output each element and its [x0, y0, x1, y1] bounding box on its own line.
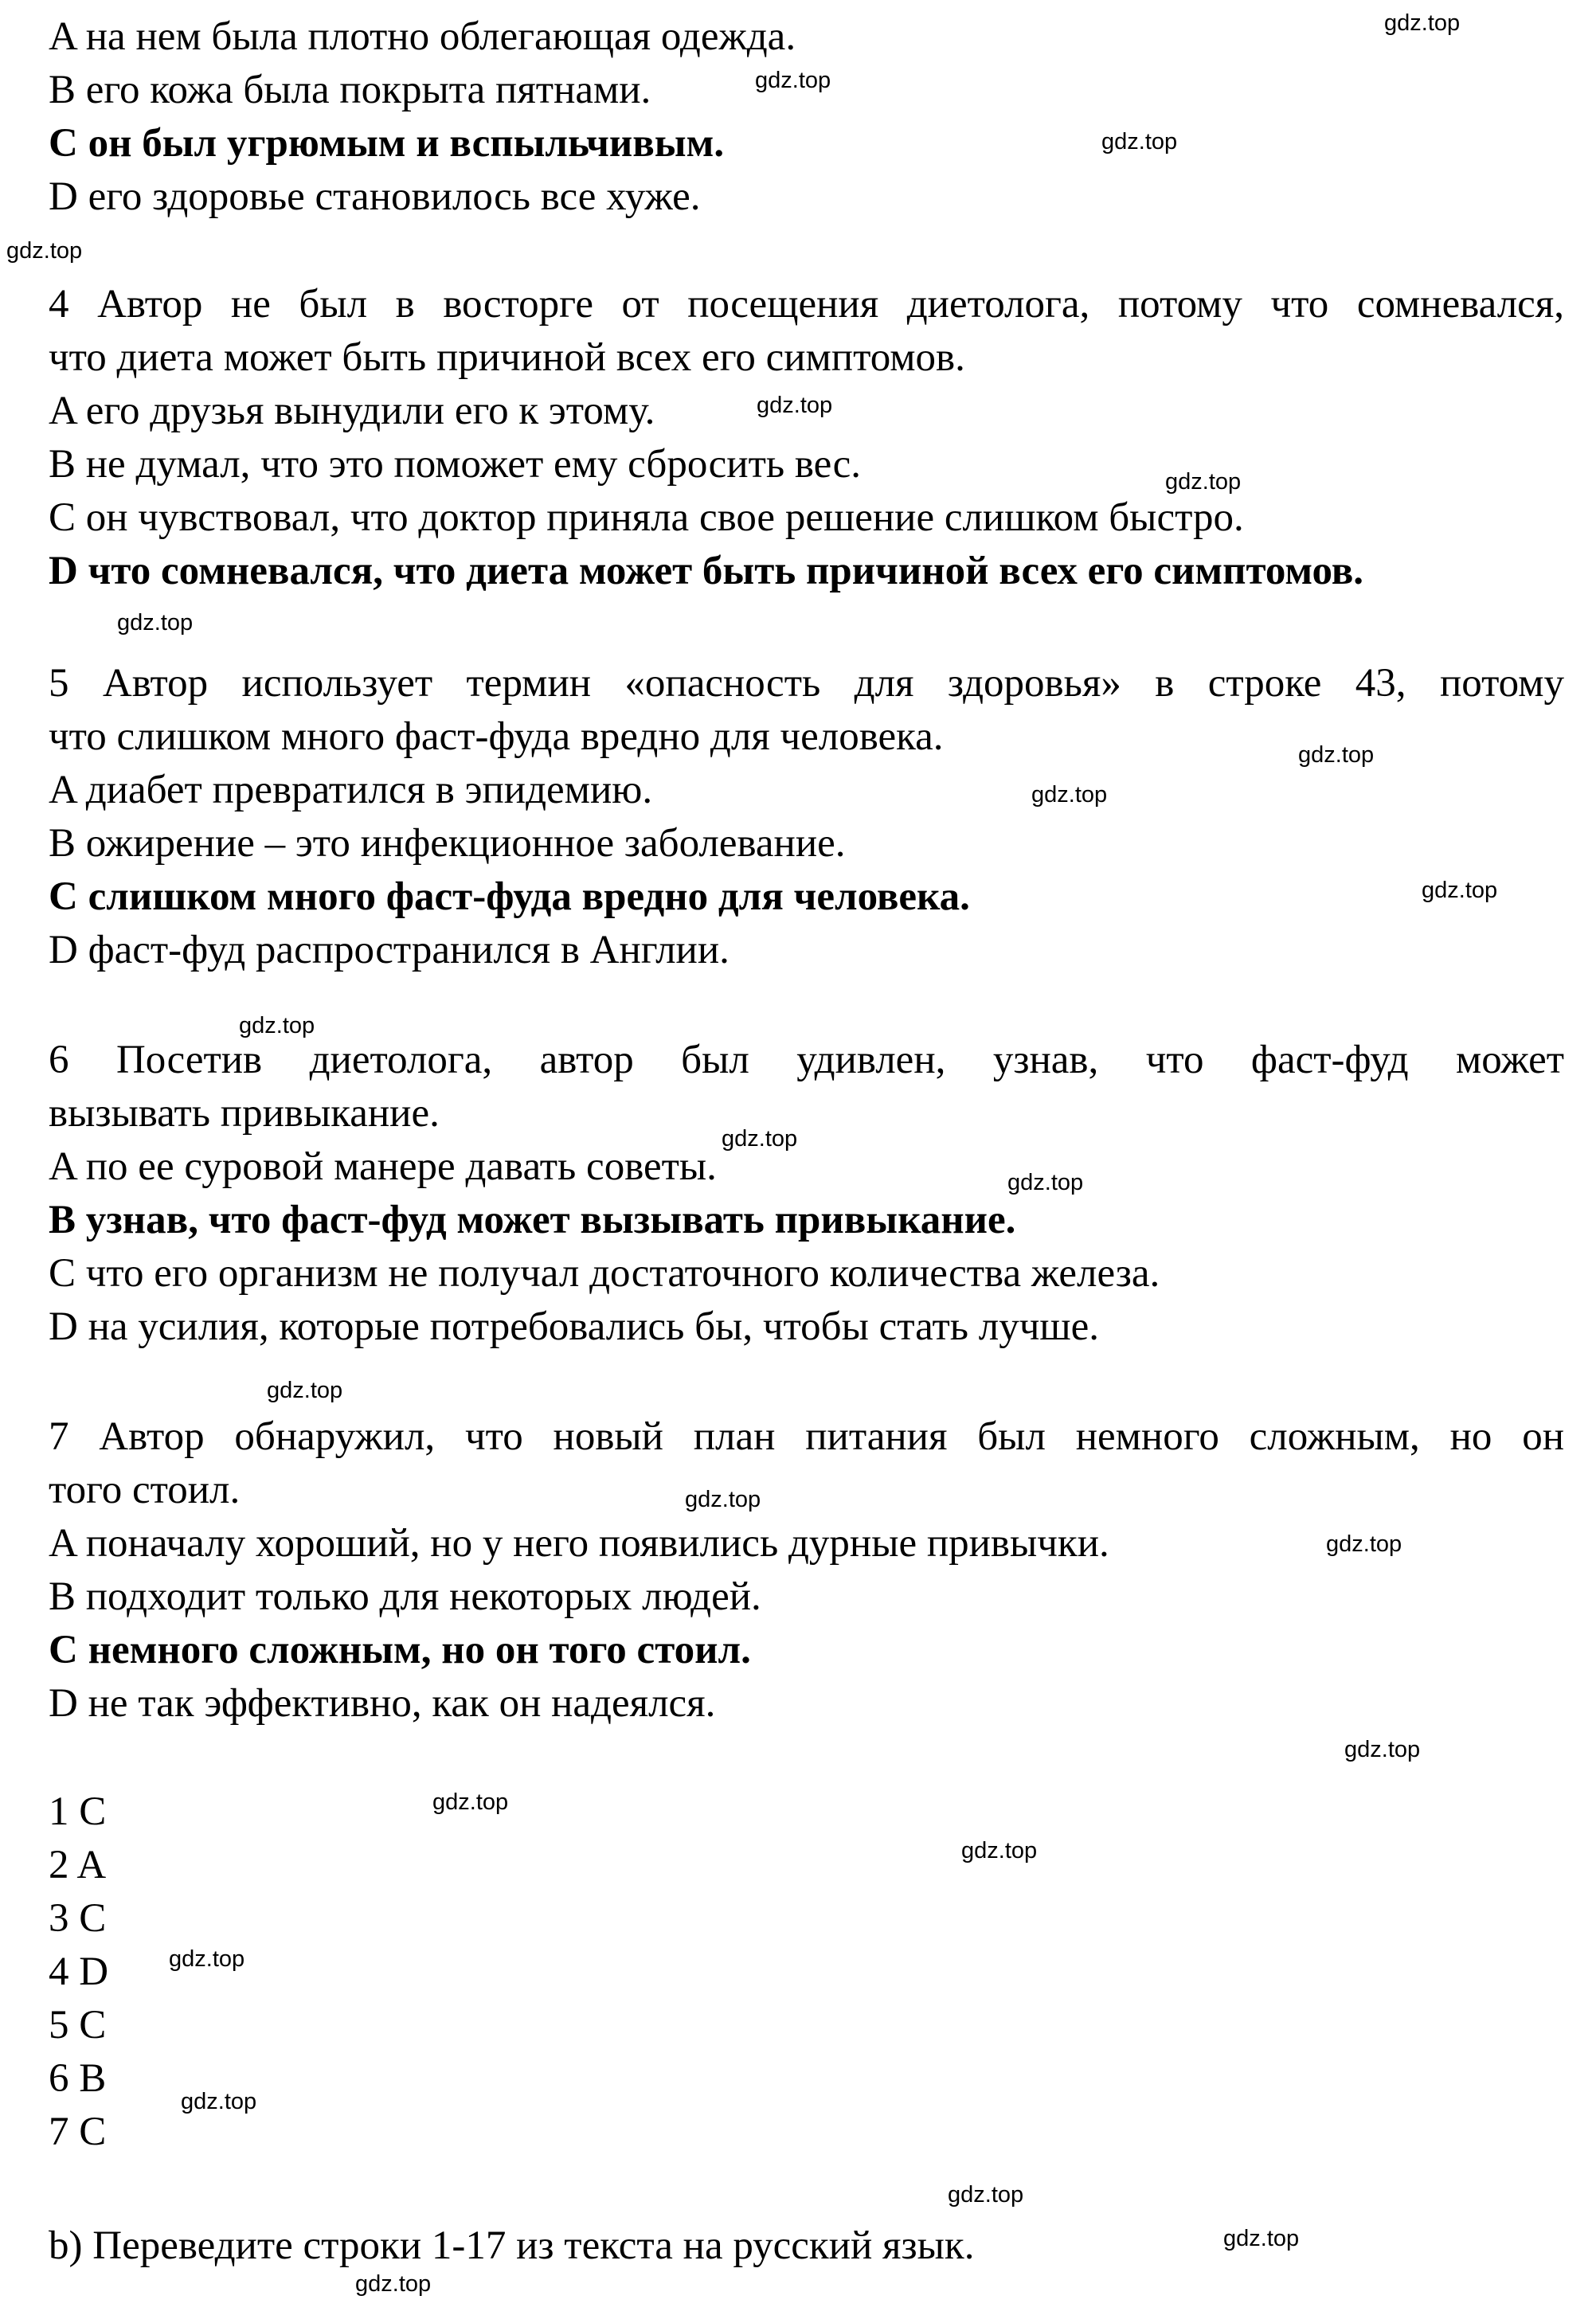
- watermark: gdz.top: [722, 1126, 798, 1152]
- answer-item: 4 D: [49, 1950, 109, 1994]
- watermark: gdz.top: [1007, 1170, 1084, 1195]
- watermark: gdz.top: [117, 610, 194, 636]
- answer-item: 7 C: [49, 2110, 107, 2154]
- q4-option-b: B не думал, что это поможет ему сбросить вес.: [49, 442, 861, 487]
- q7-stem-line2: того стоил.: [49, 1468, 241, 1512]
- q5-stem-line2: что слишком много фаст-фуда вредно для человека.: [49, 714, 944, 759]
- task-b-instruction: b) Переведите строки 1-17 из текста на русский язык.: [49, 2223, 975, 2268]
- watermark: gdz.top: [6, 238, 83, 264]
- answer-item: 6 B: [49, 2056, 107, 2101]
- watermark: gdz.top: [757, 393, 833, 418]
- q5-option-c-correct: C слишком много фаст-фуда вредно для человека.: [49, 874, 970, 919]
- answer-item: 2 A: [49, 1843, 107, 1887]
- watermark: gdz.top: [181, 2089, 257, 2114]
- q4-option-a: A его друзья вынудили его к этому.: [49, 389, 655, 433]
- watermark: gdz.top: [1326, 1531, 1402, 1557]
- q3-option-c-correct: C он был угрюмым и вспыльчивым.: [49, 121, 725, 166]
- watermark: gdz.top: [1223, 2226, 1300, 2251]
- q6-option-a: A по ее суровой манере давать советы.: [49, 1144, 717, 1189]
- watermark: gdz.top: [1165, 469, 1242, 495]
- q3-option-a: A на нем была плотно облегающая одежда.: [49, 14, 796, 59]
- watermark: gdz.top: [1031, 782, 1108, 808]
- q7-option-b: B подходит только для некоторых людей.: [49, 1574, 761, 1619]
- watermark: gdz.top: [355, 2271, 432, 2297]
- q5-option-b: B ожирение – это инфекционное заболевание.: [49, 821, 846, 866]
- q4-stem-line2: что диета может быть причиной всех его симптомов.: [49, 335, 965, 380]
- q6-option-c: C что его организм не получал достаточного количества железа.: [49, 1251, 1160, 1296]
- watermark: gdz.top: [1384, 10, 1461, 36]
- q6-stem-line2: вызывать привыкание.: [49, 1091, 440, 1136]
- watermark: gdz.top: [685, 1487, 761, 1512]
- q4-option-c: C он чувствовал, что доктор приняла свое решение слишком быстро.: [49, 495, 1244, 540]
- q6-stem-line1: 6 Посетив диетолога, автор был удивлен, узнав, что фаст-фуд может: [49, 1038, 1564, 1082]
- answer-item: 1 C: [49, 1789, 107, 1834]
- q5-stem-line1: 5 Автор использует термин «опасность для здоровья» в строке 43, потому: [49, 661, 1564, 706]
- q7-option-d: D не так эффективно, как он надеялся.: [49, 1681, 716, 1726]
- q7-option-a: A поначалу хороший, но у него появились дурные привычки.: [49, 1521, 1109, 1566]
- watermark: gdz.top: [267, 1378, 343, 1403]
- q5-option-a: A диабет превратился в эпидемию.: [49, 768, 653, 812]
- answer-item: 5 C: [49, 2003, 107, 2047]
- watermark: gdz.top: [1422, 878, 1498, 903]
- q3-option-d: D его здоровье становилось все хуже.: [49, 174, 701, 219]
- watermark: gdz.top: [961, 1838, 1038, 1863]
- watermark: gdz.top: [1344, 1737, 1421, 1762]
- q6-option-d: D на усилия, которые потребовались бы, чтобы стать лучше.: [49, 1304, 1100, 1349]
- answer-item: 3 C: [49, 1896, 107, 1941]
- watermark: gdz.top: [169, 1946, 245, 1972]
- q4-option-d-correct: D что сомневался, что диета может быть причиной всех его симптомов.: [49, 549, 1364, 593]
- q5-option-d: D фаст-фуд распространился в Англии.: [49, 928, 730, 972]
- q7-stem-line1: 7 Автор обнаружил, что новый план питания был немного сложным, но он: [49, 1414, 1564, 1459]
- watermark: gdz.top: [1298, 742, 1375, 768]
- watermark: gdz.top: [432, 1789, 509, 1815]
- q3-option-b: B его кожа была покрыта пятнами.: [49, 68, 651, 112]
- watermark: gdz.top: [948, 2182, 1024, 2208]
- q4-stem-line1: 4 Автор не был в восторге от посещения диетолога, потому что сомневался,: [49, 282, 1564, 327]
- q7-option-c-correct: C немного сложным, но он того стоил.: [49, 1628, 751, 1672]
- watermark: gdz.top: [1101, 129, 1178, 154]
- watermark: gdz.top: [239, 1013, 315, 1038]
- q6-option-b-correct: B узнав, что фаст-фуд может вызывать привыкание.: [49, 1198, 1016, 1242]
- watermark: gdz.top: [755, 68, 831, 93]
